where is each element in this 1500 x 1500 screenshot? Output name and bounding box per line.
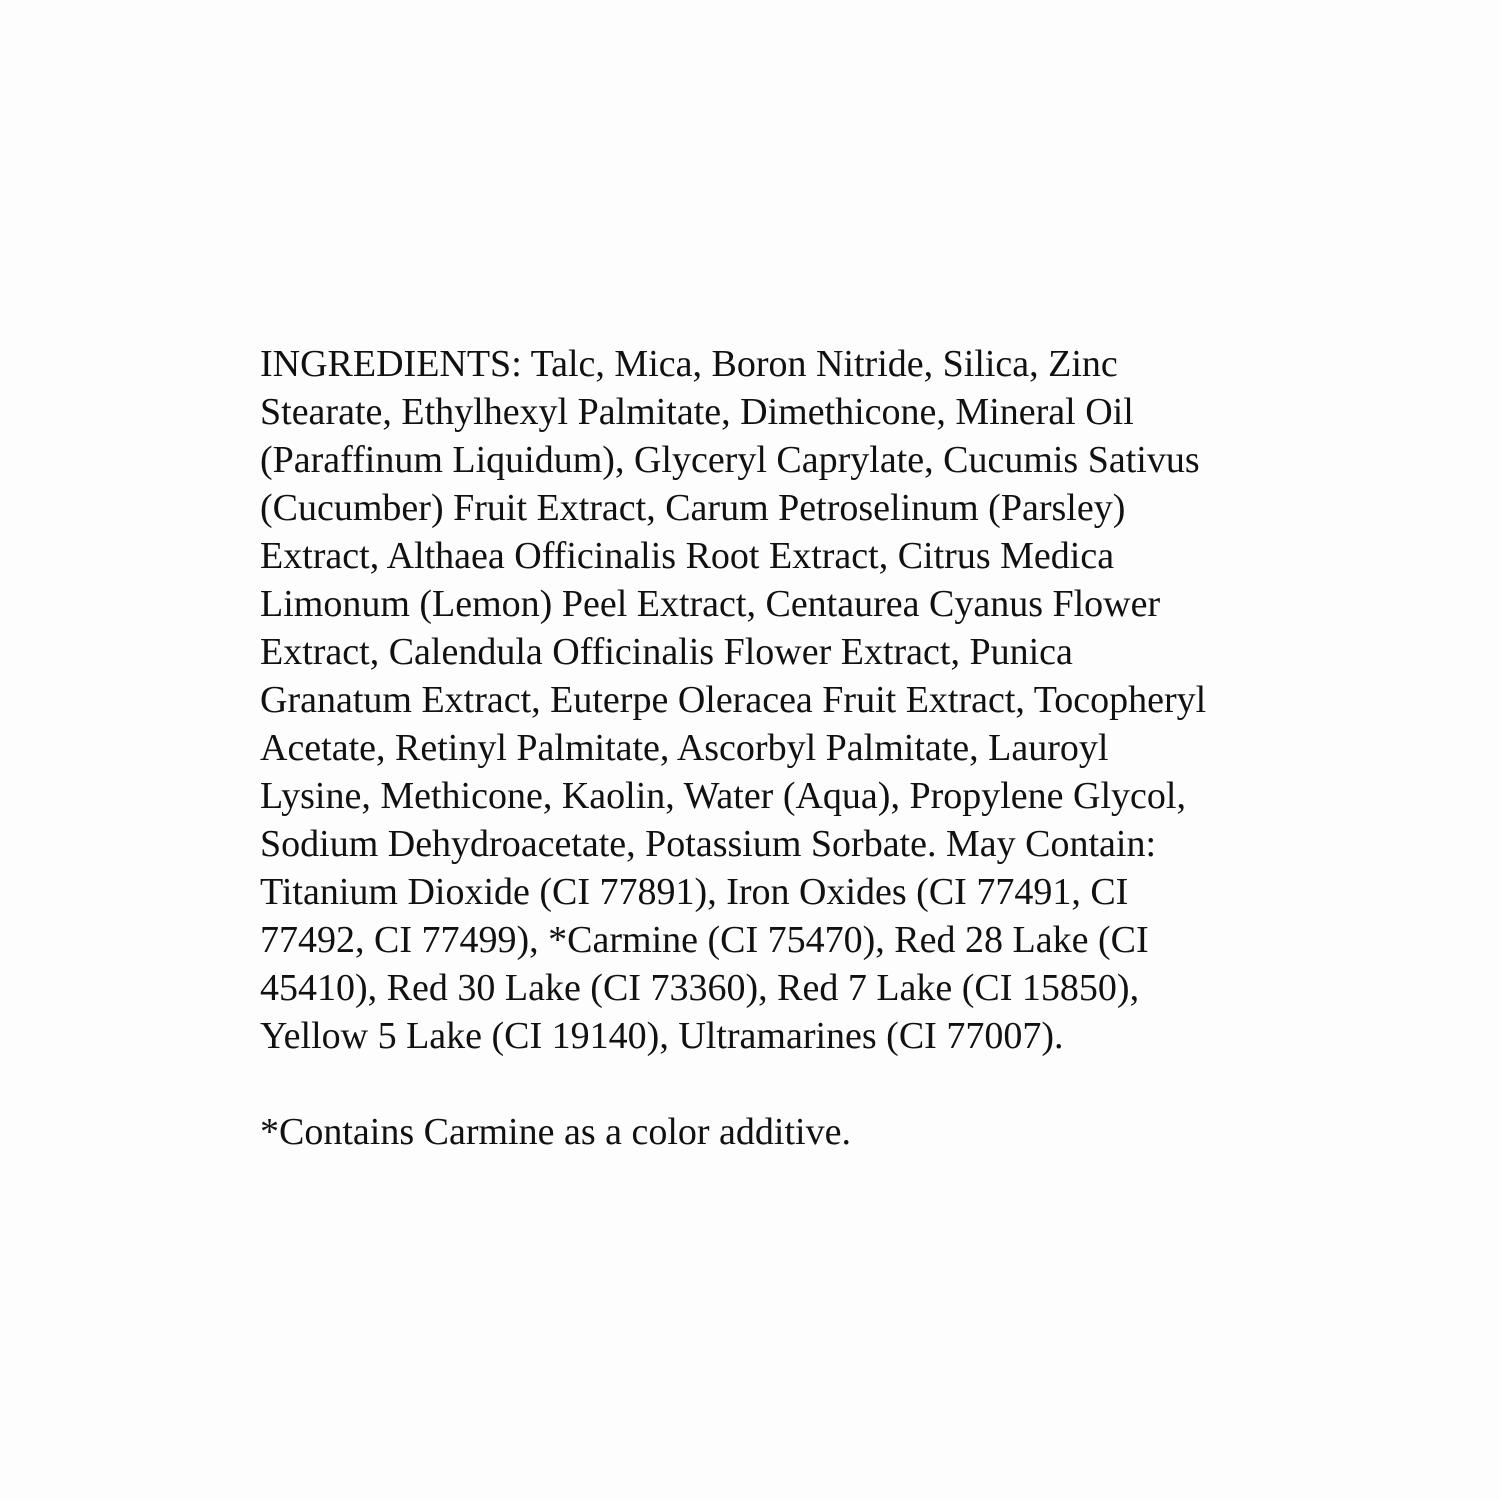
ingredients-line: Stearate, Ethylhexyl Palmitate, Dimethicone, Mineral Oil [260, 391, 1134, 433]
ingredients-line: (Cucumber) Fruit Extract, Carum Petroselinum (Parsley) [260, 487, 1126, 529]
ingredients-line: Granatum Extract, Euterpe Oleracea Fruit Extract, Tocopheryl [260, 679, 1207, 721]
carmine-footnote: *Contains Carmine as a color additive. [260, 1111, 851, 1153]
ingredients-line: (Paraffinum Liquidum), Glyceryl Caprylate, Cucumis Sativus [260, 439, 1200, 481]
ingredients-line: Extract, Calendula Officinalis Flower Extract, Punica [260, 631, 1073, 673]
ingredients-line: Sodium Dehydroacetate, Potassium Sorbate. May Contain: [260, 823, 1157, 865]
ingredients-line: INGREDIENTS: Talc, Mica, Boron Nitride, Silica, Zinc [260, 343, 1118, 385]
ingredients-line: 45410), Red 30 Lake (CI 73360), Red 7 Lake (CI 15850), [260, 967, 1140, 1009]
ingredients-line: Titanium Dioxide (CI 77891), Iron Oxides (CI 77491, CI [260, 871, 1129, 913]
ingredients-line: Extract, Althaea Officinalis Root Extract, Citrus Medica [260, 535, 1115, 577]
ingredients-list [260, 340, 1260, 1060]
ingredients-line: Lysine, Methicone, Kaolin, Water (Aqua), Propylene Glycol, [260, 775, 1186, 817]
ingredients-line: Yellow 5 Lake (CI 19140), Ultramarines (CI 77007). [260, 1015, 1064, 1057]
ingredients-line: Limonum (Lemon) Peel Extract, Centaurea Cyanus Flower [260, 583, 1161, 625]
ingredients-line: Acetate, Retinyl Palmitate, Ascorbyl Palmitate, Lauroyl [260, 727, 1109, 769]
ingredients-line: 77492, CI 77499), *Carmine (CI 75470), Red 28 Lake (CI [260, 919, 1149, 961]
